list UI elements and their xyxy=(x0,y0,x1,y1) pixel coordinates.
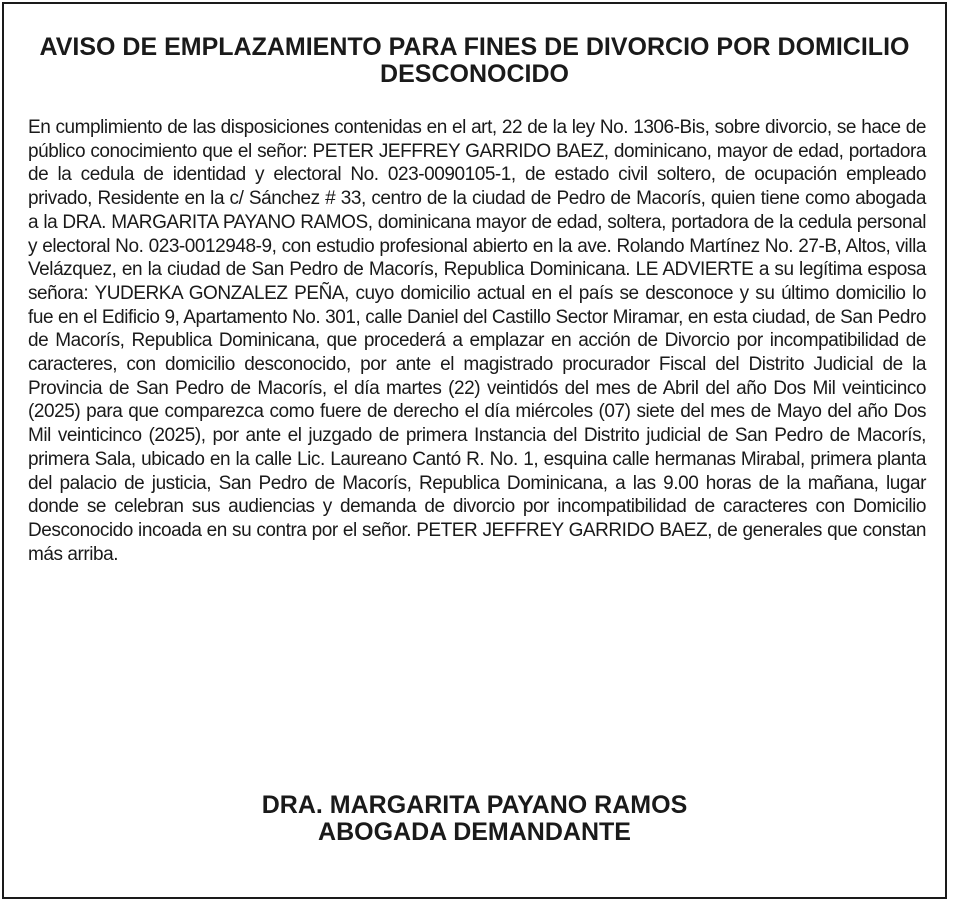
notice-body: En cumplimiento de las disposiciones contenidas en el art, 22 de la ley No. 1306-Bis, sobre divorcio, se hace de público conocimiento que el señor: PETER JEFFREY GARRIDO BAEZ, dominicano, mayor de edad, portadora de la cedula de identidad y electoral No. 023-0090105-1, de estado civil soltero, de ocupación empleado privado, Residente en la c/ Sánchez # 33, centro de la ciudad de Pedro de Macorís, quien tiene como abogada a la DRA. MARGARITA PAYANO RAMOS, dominicana mayor de edad, soltera, portadora de la cedula personal y electoral No. 023-0012948-9, con estudio profesional abierto en la ave. Rolando Martínez No. 27-B, Altos, villa Velázquez, en la ciudad de San Pedro de Macorís, Republica Dominicana. LE ADVIERTE a su legítima esposa señora: YUDERKA GONZALEZ PEÑA, cuyo domicilio actual en el país se desconoce y su último domicilio lo fue en el Edificio 9, Apartamento No. 301, calle Daniel del Castillo Sector Miramar, en esta ciudad, de San Pedro de Macorís, Republica Dominicana, que procederá a emplazar en acción de Divorcio por incompatibilidad de caracteres, con domicilio desconocido, por ante el magistrado procurador Fiscal del Distrito Judicial de la Provincia de San Pedro de Macorís, el día martes (22) veintidós del mes de Abril del año Dos Mil veinticinco (2025) para que comparezca como fuere de derecho el día miércoles (07) siete del mes de Mayo del año Dos Mil veinticinco (2025), por ante el juzgado de primera Instancia del Distrito judicial de San Pedro de Macorís, primera Sala, ubicado en la calle Lic. Laureano Cantó R. No. 1, esquina calle hermanas Mirabal, primera planta del palacio de justicia, San Pedro de Macorís, Republica Dominicana, a las 9.00 horas de la mañana, lugar donde se celebran sus audiencias y demanda de divorcio por incompatibilidad de caracteres con Domicilio Desconocido incoada en su contra por el señor. PETER JEFFREY GARRIDO BAEZ, de generales que constan más arriba. xyxy=(28,117,926,565)
signature-block xyxy=(24,792,925,846)
signature-role: ABOGADA DEMANDANTE xyxy=(318,818,631,846)
notice-title: AVISO DE EMPLAZAMIENTO PARA FINES DE DIVORCIO POR DOMICILIO DESCONOCIDO xyxy=(39,33,910,88)
notice-frame xyxy=(2,2,947,899)
signature-name: DRA. MARGARITA PAYANO RAMOS xyxy=(261,791,688,819)
